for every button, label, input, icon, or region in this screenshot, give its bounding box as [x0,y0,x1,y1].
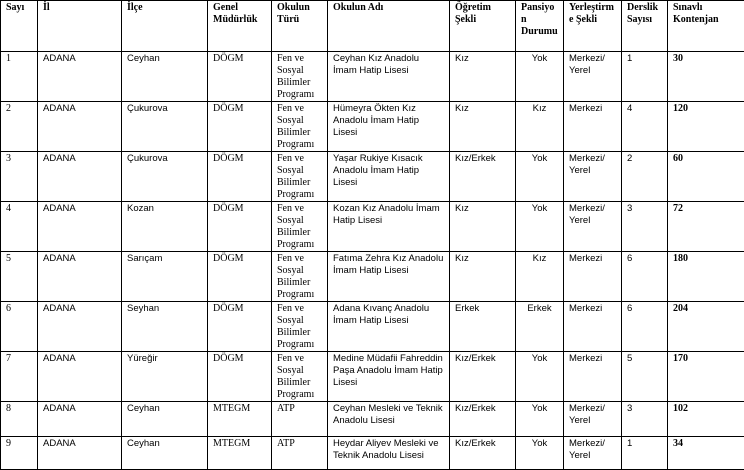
cell-ilce: Ceyhan [122,437,208,470]
table-header-row [1,1,744,52]
cell-okulun-adi: Heydar Aliyev Mesleki ve Teknik Anadolu Lisesi [328,437,450,470]
header-derslik-sayisi: Derslik Sayısı [622,1,668,52]
cell-il: ADANA [38,152,122,202]
cell-sinavli-kontenjan: 170 [668,352,744,402]
cell-okulun-adi: Yaşar Rukiye Kısacık Anadolu İmam Hatip Lisesi [328,152,450,202]
cell-yerlestirme-sekli: Merkezi [564,102,622,152]
cell-ilce: Çukurova [122,152,208,202]
cell-sinavli-kontenjan: 180 [668,252,744,302]
cell-ogretim-sekli: Kız [450,202,516,252]
cell-genel-mudurluk: DÖGM [208,152,272,202]
cell-okulun-turu: Fen ve Sosyal Bilimler Programı [272,152,328,202]
cell-sayi: 4 [1,202,38,252]
cell-il: ADANA [38,302,122,352]
cell-il: ADANA [38,252,122,302]
cell-sinavli-kontenjan: 34 [668,437,744,470]
cell-ilce: Ceyhan [122,52,208,102]
cell-genel-mudurluk: MTEGM [208,437,272,470]
cell-derslik-sayisi: 1 [622,52,668,102]
cell-pansiyon-durumu: Yok [516,437,564,470]
cell-pansiyon-durumu: Erkek [516,302,564,352]
table-row [1,252,744,302]
cell-yerlestirme-sekli: Merkezi/ Yerel [564,152,622,202]
cell-okulun-turu: Fen ve Sosyal Bilimler Programı [272,302,328,352]
table-row [1,437,744,470]
cell-okulun-adi: Ceyhan Kız Anadolu İmam Hatip Lisesi [328,52,450,102]
header-okulun-turu: Okulun Türü [272,1,328,52]
cell-ilce: Çukurova [122,102,208,152]
cell-pansiyon-durumu: Yok [516,52,564,102]
cell-sayi: 1 [1,52,38,102]
cell-genel-mudurluk: DÖGM [208,352,272,402]
cell-genel-mudurluk: DÖGM [208,102,272,152]
cell-sayi: 3 [1,152,38,202]
cell-yerlestirme-sekli: Merkezi/ Yerel [564,52,622,102]
cell-ogretim-sekli: Kız/Erkek [450,352,516,402]
cell-il: ADANA [38,52,122,102]
cell-sinavli-kontenjan: 102 [668,402,744,437]
cell-okulun-adi: Fatıma Zehra Kız Anadolu İmam Hatip Lisesi [328,252,450,302]
cell-pansiyon-durumu: Kız [516,102,564,152]
cell-sayi: 7 [1,352,38,402]
table-row [1,352,744,402]
cell-okulun-turu: Fen ve Sosyal Bilimler Programı [272,252,328,302]
cell-okulun-adi: Kozan Kız Anadolu İmam Hatip Lisesi [328,202,450,252]
cell-okulun-adi: Medine Müdafii Fahreddin Paşa Anadolu İmam Hatip Lisesi [328,352,450,402]
cell-okulun-adi: Adana Kıvanç Anadolu İmam Hatip Lisesi [328,302,450,352]
cell-ogretim-sekli: Kız/Erkek [450,437,516,470]
cell-ogretim-sekli: Kız [450,252,516,302]
cell-ogretim-sekli: Kız [450,52,516,102]
cell-il: ADANA [38,437,122,470]
cell-derslik-sayisi: 1 [622,437,668,470]
header-sayi: Sayı [1,1,38,52]
cell-genel-mudurluk: DÖGM [208,302,272,352]
cell-genel-mudurluk: DÖGM [208,252,272,302]
cell-sayi: 9 [1,437,38,470]
cell-ilce: Seyhan [122,302,208,352]
cell-ilce: Sarıçam [122,252,208,302]
cell-derslik-sayisi: 3 [622,202,668,252]
cell-sayi: 5 [1,252,38,302]
cell-okulun-turu: ATP [272,402,328,437]
cell-ilce: Kozan [122,202,208,252]
cell-sayi: 8 [1,402,38,437]
cell-il: ADANA [38,102,122,152]
cell-ogretim-sekli: Erkek [450,302,516,352]
header-ilce: İlçe [122,1,208,52]
cell-sayi: 6 [1,302,38,352]
cell-ogretim-sekli: Kız/Erkek [450,402,516,437]
cell-ogretim-sekli: Kız/Erkek [450,152,516,202]
cell-ogretim-sekli: Kız [450,102,516,152]
cell-genel-mudurluk: DÖGM [208,202,272,252]
cell-pansiyon-durumu: Yok [516,402,564,437]
cell-yerlestirme-sekli: Merkezi [564,352,622,402]
header-genel-mudurluk: Genel Müdürlük [208,1,272,52]
cell-okulun-turu: Fen ve Sosyal Bilimler Programı [272,52,328,102]
cell-okulun-turu: Fen ve Sosyal Bilimler Programı [272,352,328,402]
cell-derslik-sayisi: 3 [622,402,668,437]
cell-derslik-sayisi: 6 [622,302,668,352]
cell-okulun-turu: ATP [272,437,328,470]
header-okulun-adi: Okulun Adı [328,1,450,52]
table-row [1,302,744,352]
cell-ilce: Yüreğir [122,352,208,402]
table-row [1,152,744,202]
cell-yerlestirme-sekli: Merkezi/ Yerel [564,202,622,252]
table-body [1,52,744,470]
cell-okulun-adi: Ceyhan Mesleki ve Teknik Anadolu Lisesi [328,402,450,437]
table-row [1,102,744,152]
table-row [1,402,744,437]
cell-sinavli-kontenjan: 72 [668,202,744,252]
cell-okulun-adi: Hümeyra Ökten Kız Anadolu İmam Hatip Lisesi [328,102,450,152]
cell-yerlestirme-sekli: Merkezi [564,252,622,302]
cell-pansiyon-durumu: Kız [516,252,564,302]
cell-sinavli-kontenjan: 30 [668,52,744,102]
cell-il: ADANA [38,202,122,252]
header-sinavli-kontenjan: Sınavlı Kontenjan [668,1,744,52]
cell-sinavli-kontenjan: 204 [668,302,744,352]
cell-pansiyon-durumu: Yok [516,152,564,202]
cell-genel-mudurluk: MTEGM [208,402,272,437]
header-yerlestirme-sekli: Yerleştirme Şekli [564,1,622,52]
cell-il: ADANA [38,402,122,437]
cell-pansiyon-durumu: Yok [516,202,564,252]
cell-sayi: 2 [1,102,38,152]
table-row [1,52,744,102]
cell-sinavli-kontenjan: 120 [668,102,744,152]
cell-derslik-sayisi: 5 [622,352,668,402]
header-il: İl [38,1,122,52]
cell-ilce: Ceyhan [122,402,208,437]
header-pansiyon-durumu: Pansiyon Durumu [516,1,564,52]
cell-derslik-sayisi: 4 [622,102,668,152]
cell-yerlestirme-sekli: Merkezi/ Yerel [564,402,622,437]
cell-derslik-sayisi: 6 [622,252,668,302]
cell-yerlestirme-sekli: Merkezi/ Yerel [564,437,622,470]
cell-genel-mudurluk: DÖGM [208,52,272,102]
cell-sinavli-kontenjan: 60 [668,152,744,202]
cell-yerlestirme-sekli: Merkezi [564,302,622,352]
cell-okulun-turu: Fen ve Sosyal Bilimler Programı [272,202,328,252]
header-ogretim-sekli: Öğretim Şekli [450,1,516,52]
cell-derslik-sayisi: 2 [622,152,668,202]
cell-il: ADANA [38,352,122,402]
cell-okulun-turu: Fen ve Sosyal Bilimler Programı [272,102,328,152]
table-row [1,202,744,252]
cell-pansiyon-durumu: Yok [516,352,564,402]
